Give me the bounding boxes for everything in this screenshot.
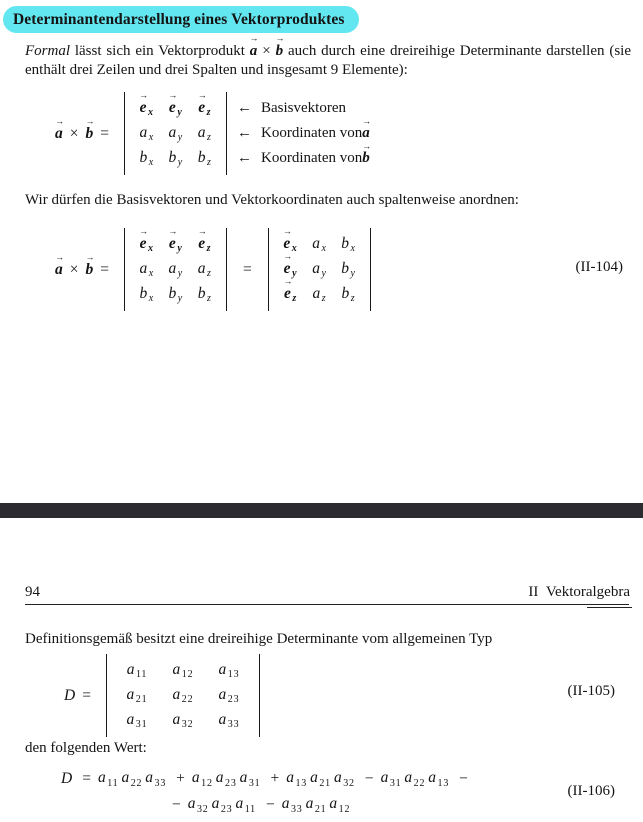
matrix-cell [305, 235, 334, 255]
math-operator: × [69, 124, 79, 142]
math-var [341, 235, 355, 255]
italic-text: Formal [25, 43, 70, 59]
var-letter: a [97, 769, 106, 787]
var-subscript: 12 [181, 669, 194, 681]
var-letter: a [404, 769, 413, 787]
var-letter: D [61, 770, 73, 787]
formula-lhs [54, 115, 116, 143]
math-var [362, 116, 372, 142]
chapter-title: II Vektoralgebra [528, 584, 630, 600]
vector-arrow-icon: → [85, 251, 95, 262]
var-subscript: 33 [154, 777, 167, 789]
var-letter: b [168, 148, 177, 166]
matrix-cell [160, 711, 206, 731]
matrix-cell [132, 124, 161, 144]
page-number: 94 [25, 584, 40, 600]
matrix-cell [132, 260, 161, 280]
annotation-row [237, 116, 372, 146]
var-subscript: y [177, 293, 183, 305]
var-letter: a [172, 685, 181, 703]
var-subscript: x [321, 243, 327, 255]
var-subscript: 23 [225, 777, 237, 789]
math-var [139, 89, 154, 119]
general-determinant-matrix [106, 654, 260, 737]
vector-arrow-icon: → [275, 33, 285, 43]
var-subscript: x [148, 293, 154, 305]
row-annotations [237, 92, 370, 175]
math-var [275, 33, 285, 59]
var-letter: e → [197, 89, 207, 116]
math-operator: + [270, 770, 280, 787]
var-letter: b [139, 148, 148, 166]
matrix-cell [276, 275, 305, 305]
math-var [54, 251, 64, 279]
math-var [235, 795, 255, 815]
math-var [198, 124, 211, 144]
var-subscript: y [177, 268, 183, 280]
var-subscript: x [148, 268, 154, 280]
var-letter: a [126, 685, 135, 703]
math-var [139, 225, 154, 255]
math-var [198, 285, 211, 305]
math-var [283, 275, 297, 305]
formula-lhs [54, 251, 116, 279]
var-letter: a [218, 710, 227, 728]
math-operator: × [69, 260, 79, 278]
math-var [219, 711, 240, 731]
matrix-cell [206, 661, 252, 681]
var-subscript: 31 [248, 777, 261, 789]
matrix-row [132, 257, 219, 282]
section-heading: Determinantendarstellung eines Vektorproduktes [13, 10, 345, 28]
matrix-cell [190, 89, 219, 119]
var-letter: a [281, 795, 290, 813]
matrix-cell [160, 686, 206, 706]
math-var [198, 149, 211, 169]
math-var [198, 260, 211, 280]
math-var [64, 687, 75, 705]
matrix-cell [334, 260, 363, 280]
var-subscript: 31 [135, 719, 148, 731]
matrix-row [132, 121, 219, 146]
annotation-row [237, 141, 372, 171]
var-letter: a [218, 660, 227, 678]
math-operator: − [265, 796, 275, 813]
matrix-cell [161, 124, 190, 144]
var-letter: e → [283, 250, 293, 277]
var-subscript: 32 [181, 719, 194, 731]
matrix-row [132, 225, 219, 257]
matrix-cell [114, 686, 160, 706]
math-var [286, 769, 307, 789]
var-letter: a [329, 795, 338, 813]
vector-arrow-icon: → [282, 225, 292, 236]
matrix-cell [190, 149, 219, 169]
var-letter: a [312, 284, 321, 302]
var-subscript: 32 [197, 803, 209, 815]
vector-arrow-icon: → [249, 33, 259, 43]
header-rule [25, 604, 629, 605]
matrix-cell [305, 260, 334, 280]
math-var [140, 149, 154, 169]
var-letter: a [211, 795, 220, 813]
vector-arrow-icon: → [54, 251, 64, 262]
var-letter: a [126, 660, 135, 678]
matrix-row [114, 708, 252, 733]
math-var [334, 769, 355, 789]
var-letter: a [312, 234, 320, 252]
math-var [168, 89, 183, 119]
vector-arrow-icon: → [362, 141, 372, 151]
var-subscript: z [207, 268, 212, 280]
matrix-row [132, 89, 219, 121]
matrix-cell [161, 149, 190, 169]
var-subscript: y [177, 157, 183, 169]
matrix-cell [190, 225, 219, 255]
math-var [310, 769, 331, 789]
vector-arrow-icon: → [197, 225, 207, 236]
math-var [197, 225, 211, 255]
matrix-cell [334, 235, 363, 255]
var-subscript: 32 [343, 777, 355, 789]
var-subscript: z [207, 132, 212, 144]
var-subscript: 12 [338, 803, 351, 815]
var-subscript: z [207, 157, 212, 169]
matrix-cell [161, 89, 190, 119]
var-subscript: 21 [314, 803, 327, 815]
var-subscript: x [148, 132, 154, 144]
vector-arrow-icon: → [85, 115, 95, 126]
matrix-cell [114, 711, 160, 731]
math-var [188, 795, 209, 815]
determinant-value-line-2 [165, 795, 475, 815]
matrix-cell [161, 225, 190, 255]
var-letter: e → [283, 275, 293, 302]
page-divider-bar [0, 503, 643, 518]
definition-paragraph: Definitionsgemäß besitzt eine dreireihige Determinante vom allgemeinen Typ [25, 631, 493, 647]
var-letter: a [197, 259, 206, 277]
math-operator: − [172, 796, 181, 813]
var-subscript: 23 [220, 803, 233, 815]
math-operator: − [459, 770, 468, 787]
var-letter: a [239, 769, 248, 787]
matrix-cell [132, 89, 161, 119]
var-letter: a [218, 685, 227, 703]
math-var [169, 124, 183, 144]
var-subscript: 33 [290, 803, 303, 815]
vector-arrow-icon: → [362, 116, 372, 126]
left-arrow-icon: ← [237, 125, 252, 141]
var-letter: D [64, 686, 76, 704]
var-subscript: y [177, 243, 183, 255]
columnwise-paragraph: Wir dürfen die Basisvektoren und Vektorkoordinaten auch spaltenweise anordnen: [25, 192, 519, 208]
var-letter: a [197, 123, 206, 141]
var-subscript: 13 [295, 777, 308, 789]
matrix-cell [132, 149, 161, 169]
annotation-row [237, 96, 370, 121]
text-run: auch durch eine dreireihige Determinante darstellen (sie enthält drei Zeilen und drei Spalten und insgesamt 9 Elemente): [25, 43, 631, 78]
matrix-row [132, 282, 219, 307]
var-subscript: x [350, 243, 356, 255]
var-letter: b → [275, 33, 285, 59]
matrix-cell [334, 285, 363, 305]
matrix-cell [206, 686, 252, 706]
var-letter: b [197, 148, 206, 166]
math-var [127, 661, 147, 681]
matrix-row [132, 146, 219, 171]
var-subscript: z [321, 293, 326, 305]
math-var [121, 769, 142, 789]
equals-sign: = [243, 260, 252, 278]
var-subscript: 11 [107, 777, 119, 789]
math-var [169, 149, 183, 169]
math-var [192, 769, 213, 789]
math-operator: + [176, 770, 185, 787]
var-letter: b → [85, 115, 95, 142]
var-subscript: y [321, 268, 327, 280]
left-arrow-icon: ← [237, 100, 252, 116]
var-letter: a [121, 769, 130, 787]
math-operator: − [364, 770, 374, 787]
math-var [140, 285, 154, 305]
math-var [85, 251, 95, 279]
math-var [219, 686, 240, 706]
math-operator: × [262, 43, 271, 59]
var-letter: a [172, 660, 181, 678]
var-letter: a [172, 710, 181, 728]
vector-arrow-icon: → [168, 225, 178, 236]
vector-arrow-icon: → [139, 225, 149, 236]
var-letter: b [168, 284, 177, 302]
var-letter: a [191, 769, 200, 787]
var-subscript: x [148, 243, 154, 255]
var-letter: b [139, 284, 148, 302]
var-letter: b [197, 284, 206, 302]
formula-II-106 [61, 769, 475, 815]
var-letter: e → [282, 225, 292, 252]
vector-arrow-icon: → [283, 250, 293, 261]
text-run: Koordinaten von [261, 125, 363, 141]
determinant-matrix-columnwise [268, 225, 371, 311]
var-letter: a [168, 123, 177, 141]
var-letter: a [139, 259, 148, 277]
equation-tag-II-105: (II-105) [567, 683, 615, 699]
equation-tag-II-106: (II-106) [567, 783, 615, 799]
var-subscript: 12 [201, 777, 213, 789]
math-var [381, 769, 402, 789]
math-var [341, 260, 355, 280]
matrix-row [114, 658, 252, 683]
formula-II-105 [64, 654, 262, 737]
var-subscript: z [206, 107, 211, 119]
var-letter: e → [168, 225, 178, 252]
var-subscript: z [350, 293, 355, 305]
vector-arrow-icon: → [283, 275, 293, 286]
var-letter: e → [139, 225, 149, 252]
section-heading-highlight [3, 6, 359, 33]
var-subscript: x [148, 107, 154, 119]
matrix-cell [132, 285, 161, 305]
math-var [145, 769, 166, 789]
math-var [212, 795, 233, 815]
var-letter: a [428, 769, 437, 787]
matrix-cell [161, 285, 190, 305]
matrix-cell [132, 225, 161, 255]
var-subscript: z [206, 243, 211, 255]
var-subscript: y [177, 132, 183, 144]
var-subscript: 11 [244, 803, 256, 815]
var-letter: a [145, 769, 154, 787]
var-letter: a [312, 259, 320, 277]
var-letter: a [168, 259, 177, 277]
math-var [169, 260, 183, 280]
var-letter: a [286, 769, 294, 787]
var-letter: e → [197, 225, 207, 252]
matrix-cell [190, 260, 219, 280]
vector-arrow-icon: → [168, 89, 178, 100]
var-letter: b [341, 234, 349, 252]
value-paragraph: den folgenden Wert: [25, 740, 147, 756]
math-var [428, 769, 449, 789]
var-letter: a [126, 710, 135, 728]
math-var [249, 33, 259, 59]
text-run: lässt sich ein Vektorprodukt [70, 43, 250, 59]
math-var [342, 285, 355, 305]
var-letter: a [310, 769, 318, 787]
math-var [173, 661, 194, 681]
var-subscript: y [177, 107, 183, 119]
math-operator: = [100, 124, 109, 142]
var-letter: a → [249, 33, 259, 59]
var-subscript: x [148, 157, 154, 169]
var-letter: a [305, 795, 314, 813]
math-operator: = [100, 260, 109, 278]
var-subscript: 21 [319, 777, 331, 789]
matrix-row [276, 275, 363, 307]
math-var [127, 686, 148, 706]
math-var [98, 769, 118, 789]
determinant-value-line-1 [61, 769, 475, 789]
var-subscript: y [292, 268, 297, 280]
var-letter: a [215, 769, 224, 787]
equation-tag-II-104: (II-104) [575, 259, 623, 275]
formula-II-104 [54, 225, 373, 311]
formula-cross-product-determinant [54, 89, 372, 175]
var-subscript: 22 [181, 694, 194, 706]
matrix-cell [305, 285, 334, 305]
var-subscript: 33 [227, 719, 240, 731]
var-letter: a [187, 795, 196, 813]
var-subscript: y [350, 268, 356, 280]
vector-arrow-icon: → [197, 89, 207, 100]
var-subscript: 23 [227, 694, 240, 706]
math-var [168, 225, 183, 255]
math-operator: = [82, 686, 91, 704]
var-letter: b → [85, 251, 95, 278]
var-subscript: x [291, 243, 298, 255]
math-var [312, 260, 326, 280]
math-var [313, 285, 326, 305]
math-var [140, 124, 154, 144]
matrix-cell [206, 711, 252, 731]
text-run: Koordinaten von [261, 150, 363, 166]
var-letter: a [139, 123, 148, 141]
matrix-cell [161, 260, 190, 280]
math-var [127, 711, 148, 731]
matrix-cell [160, 661, 206, 681]
math-var [216, 769, 237, 789]
math-var [240, 769, 261, 789]
math-var [85, 115, 95, 143]
formula-lhs [64, 687, 98, 705]
var-subscript: 31 [389, 777, 402, 789]
math-var [173, 711, 194, 731]
var-letter: a [235, 795, 244, 813]
vector-arrow-icon: → [54, 115, 64, 126]
var-subscript: 22 [413, 777, 426, 789]
math-var [61, 770, 72, 788]
var-letter: b [341, 259, 349, 277]
math-var [282, 795, 303, 815]
determinant-matrix-rowwise [124, 225, 227, 311]
math-var [404, 769, 425, 789]
var-letter: a [333, 769, 342, 787]
text-run: Basisvektoren [261, 100, 346, 116]
determinant-matrix [124, 89, 227, 175]
var-subscript: z [207, 293, 212, 305]
var-letter: a → [54, 115, 64, 142]
math-var [173, 686, 194, 706]
var-subscript: z [292, 293, 297, 305]
math-var [197, 89, 211, 119]
var-letter: b [341, 284, 350, 302]
var-letter: a → [362, 116, 372, 141]
math-var [329, 795, 350, 815]
var-subscript: 13 [227, 669, 240, 681]
math-var [54, 115, 64, 143]
intro-paragraph [25, 33, 631, 80]
var-letter: e → [139, 89, 149, 116]
matrix-cell [190, 285, 219, 305]
var-subscript: 13 [437, 777, 450, 789]
vector-arrow-icon: → [139, 89, 149, 100]
math-operator: = [82, 770, 91, 787]
var-letter: a [380, 769, 389, 787]
var-subscript: 11 [135, 669, 148, 681]
var-subscript: 22 [130, 777, 143, 789]
matrix-cell [114, 661, 160, 681]
var-letter: e → [168, 89, 178, 116]
matrix-cell [190, 124, 219, 144]
page-header [25, 584, 630, 601]
var-letter: b → [362, 141, 372, 166]
math-var [219, 661, 240, 681]
math-var [362, 141, 372, 167]
header-rule-accent [587, 607, 632, 608]
math-var [169, 285, 183, 305]
left-arrow-icon: ← [237, 150, 252, 166]
math-var [140, 260, 154, 280]
var-letter: a → [54, 251, 64, 278]
matrix-row [114, 683, 252, 708]
var-subscript: 21 [135, 694, 148, 706]
math-var [306, 795, 327, 815]
math-var [312, 235, 326, 255]
